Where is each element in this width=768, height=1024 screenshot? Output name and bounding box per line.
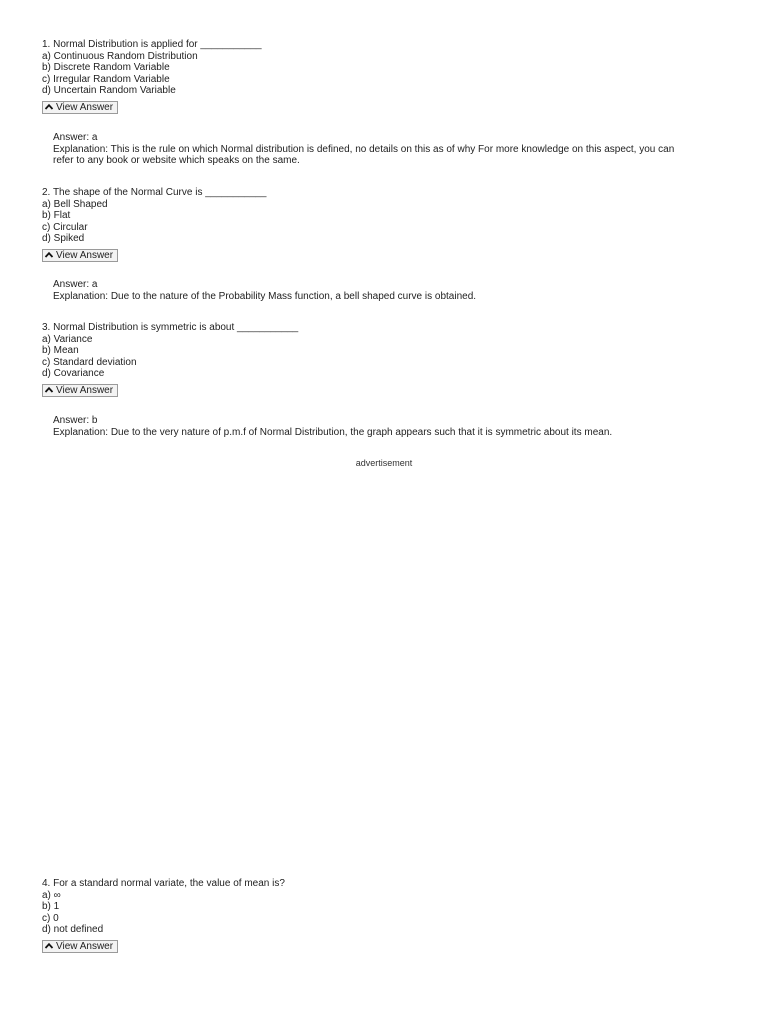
option-d: d) Covariance xyxy=(42,368,105,379)
advertisement-label: advertisement xyxy=(355,458,413,468)
chevron-up-icon xyxy=(44,385,54,395)
option-c: c) 0 xyxy=(42,912,59,924)
answer-text: Answer: a xyxy=(53,279,98,290)
question-2 xyxy=(42,187,732,263)
question-1 xyxy=(42,39,732,115)
question-text: 4. For a standard normal variate, the value of mean is? xyxy=(42,878,285,889)
option-c: c) Circular xyxy=(42,221,88,233)
answer-panel-1 xyxy=(53,132,723,167)
answer-panel-3 xyxy=(53,415,723,438)
option-a: a) Continuous Random Distribution xyxy=(42,50,198,62)
option-c: c) Irregular Random Variable xyxy=(42,73,170,85)
explanation-line: Explanation: Due to the very nature of p.m.f of Normal Distribution, the graph appears such that it is symmetric about its mean. xyxy=(53,426,613,438)
chevron-up-icon xyxy=(44,102,54,112)
view-answer-label: View Answer xyxy=(56,249,114,261)
answer-panel-2 xyxy=(53,279,723,302)
view-answer-label: View Answer xyxy=(56,384,114,396)
chevron-up-icon xyxy=(44,941,54,951)
option-a: a) Variance xyxy=(42,333,93,345)
view-answer-button[interactable] xyxy=(42,249,118,262)
option-d: d) Uncertain Random Variable xyxy=(42,85,176,96)
option-b: b) 1 xyxy=(42,901,60,912)
question-text: 2. The shape of the Normal Curve is ___________ xyxy=(42,187,267,198)
answer-text: Answer: b xyxy=(53,415,98,426)
view-answer-button[interactable] xyxy=(42,384,118,397)
option-a: a) ∞ xyxy=(42,889,61,901)
question-text: 3. Normal Distribution is symmetric is about ___________ xyxy=(42,322,299,333)
option-b: b) Mean xyxy=(42,345,79,356)
option-d: d) not defined xyxy=(42,924,104,935)
question-text: 1. Normal Distribution is applied for ___________ xyxy=(42,39,262,50)
chevron-up-icon xyxy=(44,250,54,260)
view-answer-button[interactable] xyxy=(42,940,118,953)
view-answer-label: View Answer xyxy=(56,101,114,113)
option-d: d) Spiked xyxy=(42,233,85,244)
question-4 xyxy=(42,878,732,954)
option-c: c) Standard deviation xyxy=(42,356,137,368)
explanation-line: Explanation: This is the rule on which Normal distribution is defined, no details on this as of why For more knowledge on this aspect, you can xyxy=(53,143,675,155)
option-a: a) Bell Shaped xyxy=(42,198,108,210)
explanation-line: Explanation: Due to the nature of the Probability Mass function, a bell shaped curve is obtained. xyxy=(53,290,477,302)
question-3 xyxy=(42,322,732,398)
view-answer-label: View Answer xyxy=(56,940,114,952)
option-b: b) Discrete Random Variable xyxy=(42,62,170,73)
view-answer-button[interactable] xyxy=(42,101,118,114)
explanation-line: refer to any book or website which speaks on the same. xyxy=(53,155,300,166)
answer-text: Answer: a xyxy=(53,132,98,143)
option-b: b) Flat xyxy=(42,210,71,221)
